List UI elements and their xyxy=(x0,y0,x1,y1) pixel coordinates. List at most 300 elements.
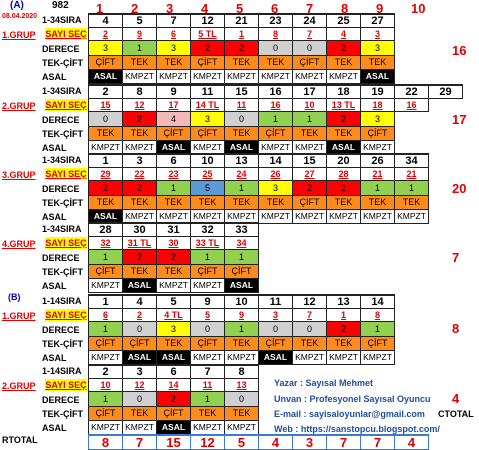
sayi-sec-label: SAYI SEÇ xyxy=(45,380,87,390)
tek-cift-label: TEK-ÇİFT xyxy=(42,58,83,68)
cell-tc: TEK xyxy=(361,196,395,210)
rtotal-row xyxy=(88,434,429,450)
group-table xyxy=(88,13,395,84)
cell-sec: 34 xyxy=(225,237,259,250)
cell-der: 2 xyxy=(157,392,191,407)
group-table xyxy=(88,294,395,365)
cell-as: ASAL xyxy=(89,70,123,84)
column-number: 10 xyxy=(411,1,426,16)
cell-tc: ÇİFT xyxy=(89,337,123,351)
group-count: 16 xyxy=(452,43,467,58)
cell-hdr: 3 xyxy=(123,154,157,168)
column-number: 1 xyxy=(96,1,104,16)
sira-label: 1-34SIRA xyxy=(42,224,82,234)
cell-hdr: 14 xyxy=(259,154,293,168)
cell-tc: TEK xyxy=(123,265,157,279)
asal-label: ASAL xyxy=(42,212,67,222)
cell-tc: TEK xyxy=(157,56,191,70)
title-line: Unvan : Profesyonel Sayısal Oyuncu xyxy=(274,394,431,404)
cell-tc: TEK xyxy=(157,265,191,279)
cell-sec: 1 xyxy=(327,309,361,322)
cell-as: KMPZT xyxy=(293,70,327,84)
cell-hdr: 4 xyxy=(89,14,123,28)
cell-tc: TEK xyxy=(225,407,259,421)
cell-der: 1 xyxy=(259,112,293,127)
cell-der: 1 xyxy=(361,181,395,196)
cell-sec: 13 TL xyxy=(327,99,361,112)
cell-der: 2 xyxy=(225,41,259,56)
rtotal-cell: 12 xyxy=(191,435,225,450)
cell-tc: TEK xyxy=(395,196,429,210)
cell-tc: ÇİFT xyxy=(191,56,225,70)
cell-tc: TEK xyxy=(191,407,225,421)
cell-as: ASAL xyxy=(157,421,191,435)
cell-sec: 10 xyxy=(89,379,123,392)
group-count: 4 xyxy=(452,391,460,406)
cell-hdr: 11 xyxy=(259,295,293,309)
cell-as: KMPZT xyxy=(89,141,123,155)
cell-as: KMPZT xyxy=(191,421,225,435)
cell-as: KMPZT xyxy=(225,70,259,84)
cell-sec: 4 TL xyxy=(157,309,191,322)
cell-der: 2 xyxy=(293,181,327,196)
cell-sec: 11 xyxy=(191,379,225,392)
group-count: 17 xyxy=(452,112,467,127)
cell-hdr: 11 xyxy=(191,85,225,99)
cell-der: 3 xyxy=(361,41,395,56)
cell-tc: ÇİFT xyxy=(293,56,327,70)
cell-hdr: 18 xyxy=(327,85,361,99)
cell-sec: 17 xyxy=(157,99,191,112)
cell-sec: 5 TL xyxy=(191,28,225,41)
derece-label: DERECE xyxy=(42,325,80,335)
cell-as: KMPZT xyxy=(327,70,361,84)
rtotal-cell: 7 xyxy=(327,435,361,450)
cell-sec: 22 xyxy=(123,168,157,181)
cell-as: KMPZT xyxy=(361,141,395,155)
group-count: 7 xyxy=(452,250,460,265)
cell-as: KMPZT xyxy=(361,351,395,365)
group-name: 2.GRUP xyxy=(2,381,36,391)
cell-sec: 31 TL xyxy=(123,237,157,250)
cell-sec: 14 TL xyxy=(191,99,225,112)
cell-as: ASAL xyxy=(157,351,191,365)
tek-cift-label: TEK-ÇİFT xyxy=(42,198,83,208)
cell-as: KMPZT xyxy=(293,351,327,365)
cell-hdr: 8 xyxy=(123,85,157,99)
cell-tc: TEK xyxy=(89,127,123,141)
cell-der: 0 xyxy=(123,322,157,337)
cell-hdr: 4 xyxy=(123,295,157,309)
group-name: 2.GRUP xyxy=(2,101,36,111)
cell-sec: 9 xyxy=(225,309,259,322)
cell-der: 1 xyxy=(361,322,395,337)
derece-label: DERECE xyxy=(42,115,80,125)
draw-number: 982 xyxy=(52,0,69,11)
cell-as: KMPZT xyxy=(89,351,123,365)
asal-label: ASAL xyxy=(42,353,67,363)
derece-label: DERECE xyxy=(42,253,80,263)
cell-der: 2 xyxy=(157,250,191,265)
sayi-sec-label: SAYI SEÇ xyxy=(45,310,87,320)
cell-der: 2 xyxy=(327,41,361,56)
cell-hdr: 22 xyxy=(395,85,429,99)
cell-tc: ÇİFT xyxy=(361,337,395,351)
cell-as: ASAL xyxy=(361,70,395,84)
rtotal-label: RTOTAL xyxy=(2,435,38,445)
cell-hdr: 32 xyxy=(191,223,225,237)
cell-tc: ÇİFT xyxy=(259,127,293,141)
cell-der: 2 xyxy=(123,250,157,265)
sira-label: 1-34SIRA xyxy=(42,155,82,165)
cell-tc: TEK xyxy=(157,337,191,351)
cell-tc: ÇİFT xyxy=(361,127,395,141)
cell-tc: TEK xyxy=(327,56,361,70)
cell-der: 2 xyxy=(327,112,361,127)
cell-sec: 21 xyxy=(395,168,429,181)
cell-as: ASAL xyxy=(157,141,191,155)
cell-sec: 7 xyxy=(293,309,327,322)
cell-tc: TEK xyxy=(225,196,259,210)
cell-tc: ÇİFT xyxy=(225,265,259,279)
cell-as: KMPZT xyxy=(157,70,191,84)
sira-label: 1-14SIRA xyxy=(42,366,82,376)
group-count: 8 xyxy=(452,321,460,336)
cell-tc: TEK xyxy=(89,196,123,210)
cell-hdr: 9 xyxy=(157,85,191,99)
cell-sec: 6 xyxy=(157,28,191,41)
cell-tc: TEK xyxy=(327,337,361,351)
cell-hdr: 6 xyxy=(157,154,191,168)
cell-as: KMPZT xyxy=(327,210,361,224)
cell-sec: 8 xyxy=(361,309,395,322)
cell-as: KMPZT xyxy=(123,70,157,84)
cell-tc: TEK xyxy=(225,337,259,351)
cell-hdr: 2 xyxy=(89,365,123,379)
author-line: Yazar : Sayısal Mehmet xyxy=(274,378,374,388)
cell-der: 0 xyxy=(191,322,225,337)
cell-sec: 29 xyxy=(89,168,123,181)
cell-hdr: 3 xyxy=(123,365,157,379)
rtotal-cell: 4 xyxy=(259,435,293,450)
rtotal-cell: 7 xyxy=(123,435,157,450)
cell-der: 3 xyxy=(361,112,395,127)
cell-as: KMPZT xyxy=(191,210,225,224)
cell-as: ASAL xyxy=(327,141,361,155)
cell-der: 3 xyxy=(157,41,191,56)
column-number: 3 xyxy=(166,1,174,16)
cell-hdr: 30 xyxy=(123,223,157,237)
asal-label: ASAL xyxy=(42,143,67,153)
cell-as: KMPZT xyxy=(191,141,225,155)
cell-hdr: 1 xyxy=(89,154,123,168)
asal-label: ASAL xyxy=(42,72,67,82)
cell-as: KMPZT xyxy=(123,421,157,435)
cell-as: KMPZT xyxy=(293,210,327,224)
cell-hdr: 33 xyxy=(225,223,259,237)
cell-der: 2 xyxy=(89,181,123,196)
draw-date: 08.04.2020 xyxy=(2,13,38,20)
cell-sec: 3 xyxy=(259,309,293,322)
column-number: 9 xyxy=(376,1,384,16)
cell-as: KMPZT xyxy=(191,70,225,84)
cell-der: 1 xyxy=(89,392,123,407)
cell-sec xyxy=(429,99,463,112)
cell-sec: 16 xyxy=(259,99,293,112)
cell-hdr: 2 xyxy=(89,85,123,99)
cell-der: 0 xyxy=(293,322,327,337)
cell-as: KMPZT xyxy=(395,210,429,224)
cell-as: KMPZT xyxy=(123,210,157,224)
cell-tc: TEK xyxy=(123,196,157,210)
cell-as: KMPZT xyxy=(191,351,225,365)
cell-der: 1 xyxy=(293,112,327,127)
cell-sec: 9 xyxy=(123,28,157,41)
cell-der: 3 xyxy=(89,41,123,56)
cell-sec: 6 xyxy=(89,309,123,322)
cell-sec: 1 xyxy=(225,28,259,41)
cell-tc: TEK xyxy=(123,56,157,70)
cell-sec: 33 TL xyxy=(191,237,225,250)
cell-hdr: 5 xyxy=(157,295,191,309)
cell-hdr: 21 xyxy=(225,14,259,28)
cell-tc: ÇİFT xyxy=(123,337,157,351)
cell-tc: ÇİFT xyxy=(89,56,123,70)
cell-sec: 3 xyxy=(361,28,395,41)
cell-as: ASAL xyxy=(89,210,123,224)
cell-as: KMPZT xyxy=(157,279,191,293)
column-number: 4 xyxy=(201,1,209,16)
cell-der: 3 xyxy=(191,112,225,127)
cell-der: 2 xyxy=(123,112,157,127)
cell-sec: 7 xyxy=(293,28,327,41)
cell-sec: 30 xyxy=(157,237,191,250)
group-count: 20 xyxy=(452,181,467,196)
tek-cift-label: TEK-ÇİFT xyxy=(42,129,83,139)
cell-der: 1 xyxy=(191,392,225,407)
cell-as: ASAL xyxy=(225,279,259,293)
sira-label: 1-34SIRA xyxy=(42,15,82,25)
cell-der: 1 xyxy=(123,41,157,56)
group-name: 1.GRUP xyxy=(2,311,36,321)
cell-sec: 21 xyxy=(361,168,395,181)
cell-sec: 5 xyxy=(191,309,225,322)
asal-label: ASAL xyxy=(42,423,67,433)
cell-der: 3 xyxy=(157,322,191,337)
cell-der: 1 xyxy=(225,181,259,196)
rtotal-cell: 15 xyxy=(157,435,191,450)
cell-tc: ÇİFT xyxy=(89,407,123,421)
tek-cift-label: TEK-ÇİFT xyxy=(42,267,83,277)
rtotal-cell: 5 xyxy=(225,435,259,450)
cell-der: 0 xyxy=(225,112,259,127)
cell-hdr: 12 xyxy=(293,295,327,309)
cell-der: 0 xyxy=(259,41,293,56)
cell-hdr: 24 xyxy=(293,14,327,28)
cell-hdr: 12 xyxy=(191,14,225,28)
cell-sec: 28 xyxy=(327,168,361,181)
cell-der: 2 xyxy=(327,322,361,337)
cell-hdr: 16 xyxy=(259,85,293,99)
cell-tc: TEK xyxy=(327,196,361,210)
cell-der: 2 xyxy=(327,181,361,196)
rtotal-cell: 4 xyxy=(395,435,429,450)
cell-der: 1 xyxy=(395,181,429,196)
column-number: 7 xyxy=(306,1,314,16)
cell-der: 1 xyxy=(191,250,225,265)
asal-label: ASAL xyxy=(42,281,67,291)
rtotal-cell: 3 xyxy=(293,435,327,450)
derece-label: DERECE xyxy=(42,44,80,54)
cell-hdr: 27 xyxy=(361,14,395,28)
cell-as: KMPZT xyxy=(259,210,293,224)
column-number: 6 xyxy=(271,1,279,16)
group-name: 4.GRUP xyxy=(2,239,36,249)
cell-der: 3 xyxy=(259,181,293,196)
cell-der: 5 xyxy=(191,181,225,196)
email-line: E-mail : sayisaloyunlar@gmail.com xyxy=(274,409,425,419)
cell-tc: ÇİFT xyxy=(157,127,191,141)
cell-der: 2 xyxy=(123,181,157,196)
cell-tc: TEK xyxy=(327,127,361,141)
cell-hdr: 10 xyxy=(225,295,259,309)
cell-as: ASAL xyxy=(123,279,157,293)
cell-tc: TEK xyxy=(191,196,225,210)
cell-as: KMPZT xyxy=(89,279,123,293)
cell-sec: 18 xyxy=(361,99,395,112)
cell-as: KMPZT xyxy=(225,351,259,365)
cell-tc: TEK xyxy=(123,127,157,141)
cell-as: KMPZT xyxy=(327,351,361,365)
cell-der: 1 xyxy=(89,250,123,265)
cell-tc: ÇİFT xyxy=(191,337,225,351)
cell-as: ASAL xyxy=(259,351,293,365)
cell-hdr: 15 xyxy=(225,85,259,99)
group-name: 3.GRUP xyxy=(2,170,36,180)
cell-hdr: 8 xyxy=(225,365,259,379)
cell-tc: TEK xyxy=(225,127,259,141)
column-number: 8 xyxy=(341,1,349,16)
cell-as: KMPZT xyxy=(123,141,157,155)
group-name: 1.GRUP xyxy=(2,30,36,40)
cell-der: 4 xyxy=(157,112,191,127)
cell-der: 0 xyxy=(89,112,123,127)
cell-tc: ÇİFT xyxy=(157,407,191,421)
cell-tc: ÇİFT xyxy=(191,127,225,141)
derece-label: DERECE xyxy=(42,395,80,405)
cell-der: 0 xyxy=(225,392,259,407)
derece-label: DERECE xyxy=(42,184,80,194)
cell-sec: 16 xyxy=(395,99,429,112)
column-number: 5 xyxy=(236,1,244,16)
cell-sec: 24 xyxy=(225,168,259,181)
cell-hdr: 9 xyxy=(191,295,225,309)
group-table xyxy=(88,222,259,293)
cell-hdr: 7 xyxy=(191,365,225,379)
cell-as: KMPZT xyxy=(225,421,259,435)
cell-sec: 15 xyxy=(89,99,123,112)
cell-tc: TEK xyxy=(157,196,191,210)
cell-as: KMPZT xyxy=(361,210,395,224)
cell-hdr: 29 xyxy=(429,85,463,99)
sayi-sec-label: SAYI SEÇ xyxy=(45,238,87,248)
cell-der: 1 xyxy=(225,250,259,265)
web-line: Web : https://sanstopcu.blogspot.com/ xyxy=(274,424,440,434)
cell-sec: 26 xyxy=(259,168,293,181)
cell-sec: 25 xyxy=(191,168,225,181)
cell-der: 0 xyxy=(123,392,157,407)
cell-hdr: 25 xyxy=(327,14,361,28)
cell-tc: TEK xyxy=(123,407,157,421)
cell-tc: ÇİFT xyxy=(191,265,225,279)
cell-der: 0 xyxy=(293,41,327,56)
cell-tc: TEK xyxy=(293,127,327,141)
cell-hdr: 23 xyxy=(259,14,293,28)
cell-sec: 32 xyxy=(89,237,123,250)
cell-hdr: 19 xyxy=(361,85,395,99)
cell-tc: TEK xyxy=(259,56,293,70)
cell-tc: TEK xyxy=(259,196,293,210)
section-a-tag: (A) xyxy=(10,0,24,11)
cell-sec: 14 xyxy=(157,379,191,392)
tek-cift-label: TEK-ÇİFT xyxy=(42,339,83,349)
group-table xyxy=(88,364,259,435)
cell-tc: TEK xyxy=(361,56,395,70)
cell-tc: TEK xyxy=(293,337,327,351)
cell-hdr: 13 xyxy=(225,154,259,168)
cell-sec: 13 xyxy=(225,379,259,392)
sayi-sec-label: SAYI SEÇ xyxy=(45,169,87,179)
sira-label: 1-34SIRA xyxy=(42,86,82,96)
cell-sec: 23 xyxy=(157,168,191,181)
cell-hdr: 6 xyxy=(157,365,191,379)
cell-der: 0 xyxy=(259,322,293,337)
ctotal-label: CTOTAL xyxy=(438,409,474,419)
cell-as: ASAL xyxy=(225,141,259,155)
cell-der: 1 xyxy=(225,322,259,337)
cell-sec: 10 xyxy=(293,99,327,112)
column-number: 2 xyxy=(131,1,139,16)
cell-tc: ÇİFT xyxy=(293,196,327,210)
cell-as: KMPZT xyxy=(259,70,293,84)
cell-hdr: 20 xyxy=(327,154,361,168)
cell-as: KMPZT xyxy=(293,141,327,155)
cell-der: 1 xyxy=(89,322,123,337)
group-table xyxy=(88,153,429,224)
rtotal-cell: 7 xyxy=(361,435,395,450)
cell-sec: 8 xyxy=(259,28,293,41)
cell-der: 1 xyxy=(157,181,191,196)
cell-sec: 12 xyxy=(123,99,157,112)
cell-hdr: 13 xyxy=(327,295,361,309)
rtotal-cell: 8 xyxy=(89,435,123,450)
cell-der: 2 xyxy=(191,41,225,56)
cell-as: KMPZT xyxy=(225,210,259,224)
cell-sec: 2 xyxy=(89,28,123,41)
cell-as: KMPZT xyxy=(259,141,293,155)
cell-sec: 4 xyxy=(327,28,361,41)
cell-sec: 12 xyxy=(123,379,157,392)
cell-hdr: 10 xyxy=(191,154,225,168)
cell-hdr: 28 xyxy=(89,223,123,237)
cell-hdr: 31 xyxy=(157,223,191,237)
cell-sec: 27 xyxy=(293,168,327,181)
cell-sec: 2 xyxy=(123,309,157,322)
cell-hdr: 34 xyxy=(395,154,429,168)
sayi-sec-label: SAYI SEÇ xyxy=(45,29,87,39)
cell-hdr: 1 xyxy=(89,295,123,309)
section-b-tag: (B) xyxy=(8,292,21,302)
